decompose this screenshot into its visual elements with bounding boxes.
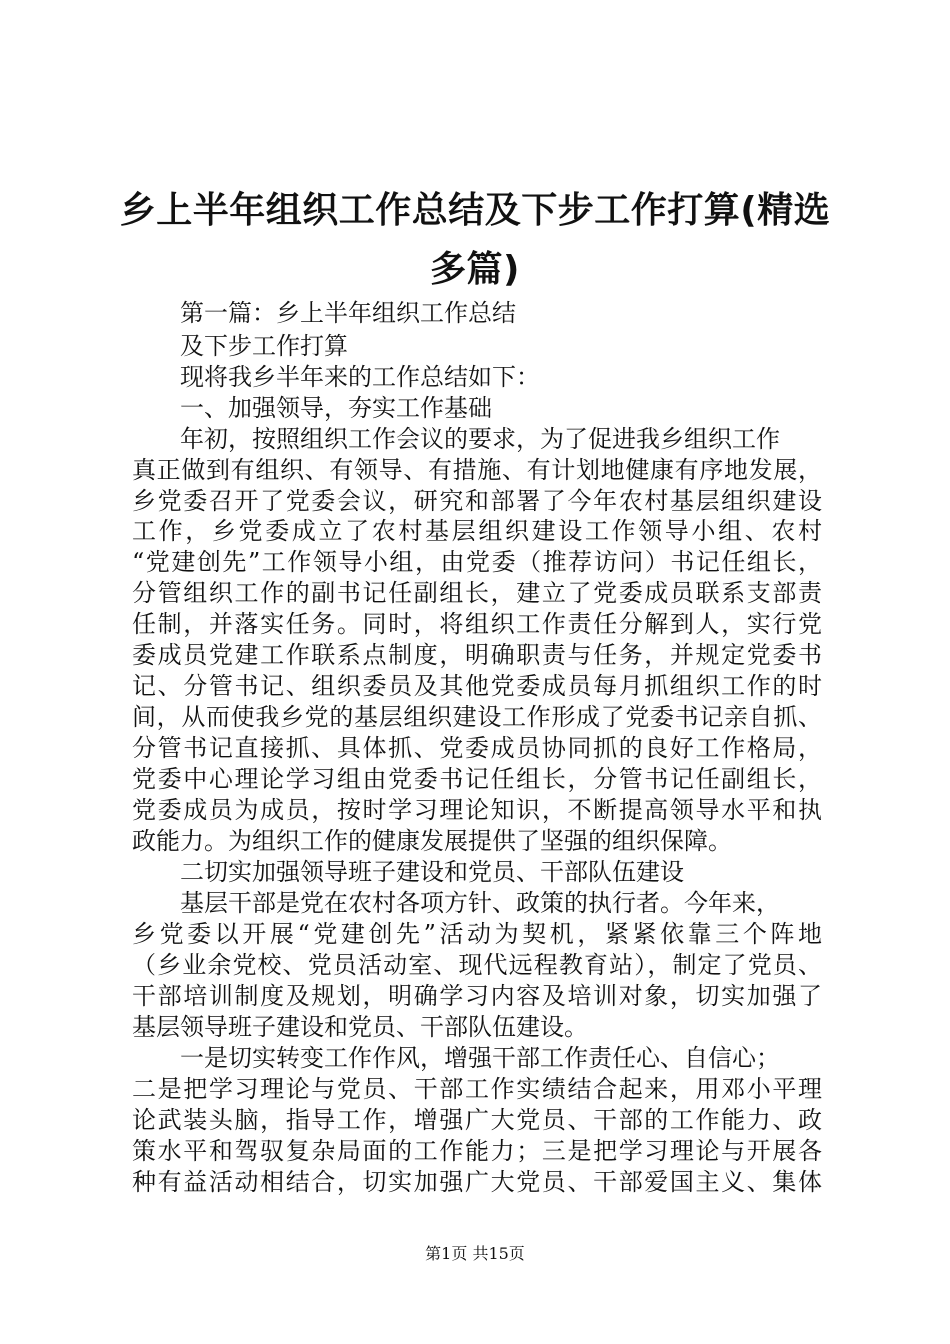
paragraph-line: 论武装头脑，指导工作，增强广大党员、干部的工作能力、政 (132, 1106, 822, 1134)
paragraph-line: （乡业余党校、党员活动室、现代远程教育站），制定了党员、 (132, 951, 822, 979)
paragraph-line: 策水平和驾驭复杂局面的工作能力；三是把学习理论与开展各 (132, 1137, 822, 1165)
document-title-line-2: 多篇) (430, 249, 520, 290)
paragraph-line: 基层领导班子建设和党员、干部队伍建设。 (132, 1013, 588, 1041)
paragraph-line: 乡党委以开展“党建创先”活动为契机，紧紧依靠三个阵地 (132, 920, 822, 948)
paragraph-line: “党建创先”工作领导小组，由党委（推荐访问）书记任组长， (132, 548, 822, 576)
paragraph-line: 任制，并落实任务。同时，将组织工作责任分解到人，实行党 (132, 610, 822, 638)
paragraph-line: 现将我乡半年来的工作总结如下： (180, 363, 540, 391)
paragraph-line: 一是切实转变工作作风，增强干部工作责任心、自信心； (180, 1044, 780, 1072)
section-heading: 及下步工作打算 (180, 332, 348, 360)
paragraph-line: 乡党委召开了党委会议，研究和部署了今年农村基层组织建设 (132, 487, 822, 515)
paragraph-line: 工作，乡党委成立了农村基层组织建设工作领导小组、农村 (132, 517, 822, 545)
section-heading: 一、加强领导，夯实工作基础 (180, 394, 492, 422)
paragraph-line: 政能力。为组织工作的健康发展提供了坚强的组织保障。 (132, 827, 732, 855)
paragraph-line: 基层干部是党在农村各项方针、政策的执行者。今年来， (180, 889, 780, 917)
page-number-footer: 第1页 共15页 (425, 1244, 525, 1263)
paragraph-line: 二是把学习理论与党员、干部工作实绩结合起来，用邓小平理 (132, 1075, 822, 1103)
paragraph-line: 分管组织工作的副书记任副组长，建立了党委成员联系支部责 (132, 579, 822, 607)
paragraph-line: 记、分管书记、组织委员及其他党委成员每月抓组织工作的时 (132, 672, 822, 700)
paragraph-line: 分管书记直接抓、具体抓、党委成员协同抓的良好工作格局， (132, 734, 822, 762)
paragraph-line: 年初，按照组织工作会议的要求，为了促进我乡组织工作 (180, 425, 780, 453)
paragraph-line: 委成员党建工作联系点制度，明确职责与任务，并规定党委书 (132, 641, 822, 669)
paragraph-line: 党委成员为成员，按时学习理论知识，不断提高领导水平和执 (132, 796, 822, 824)
paragraph-line: 真正做到有组织、有领导、有措施、有计划地健康有序地发展， (132, 456, 822, 484)
document-title-line-1: 乡上半年组织工作总结及下步工作打算(精选 (119, 190, 831, 231)
paragraph-line: 党委中心理论学习组由党委书记任组长，分管书记任副组长， (132, 765, 822, 793)
section-heading: 第一篇：乡上半年组织工作总结 (180, 299, 516, 327)
paragraph-line: 干部培训制度及规划，明确学习内容及培训对象，切实加强了 (132, 982, 822, 1010)
paragraph-line: 种有益活动相结合，切实加强广大党员、干部爱国主义、集体 (132, 1168, 822, 1196)
paragraph-line: 间，从而使我乡党的基层组织建设工作形成了党委书记亲自抓、 (132, 703, 822, 731)
section-heading: 二切实加强领导班子建设和党员、干部队伍建设 (180, 858, 684, 886)
